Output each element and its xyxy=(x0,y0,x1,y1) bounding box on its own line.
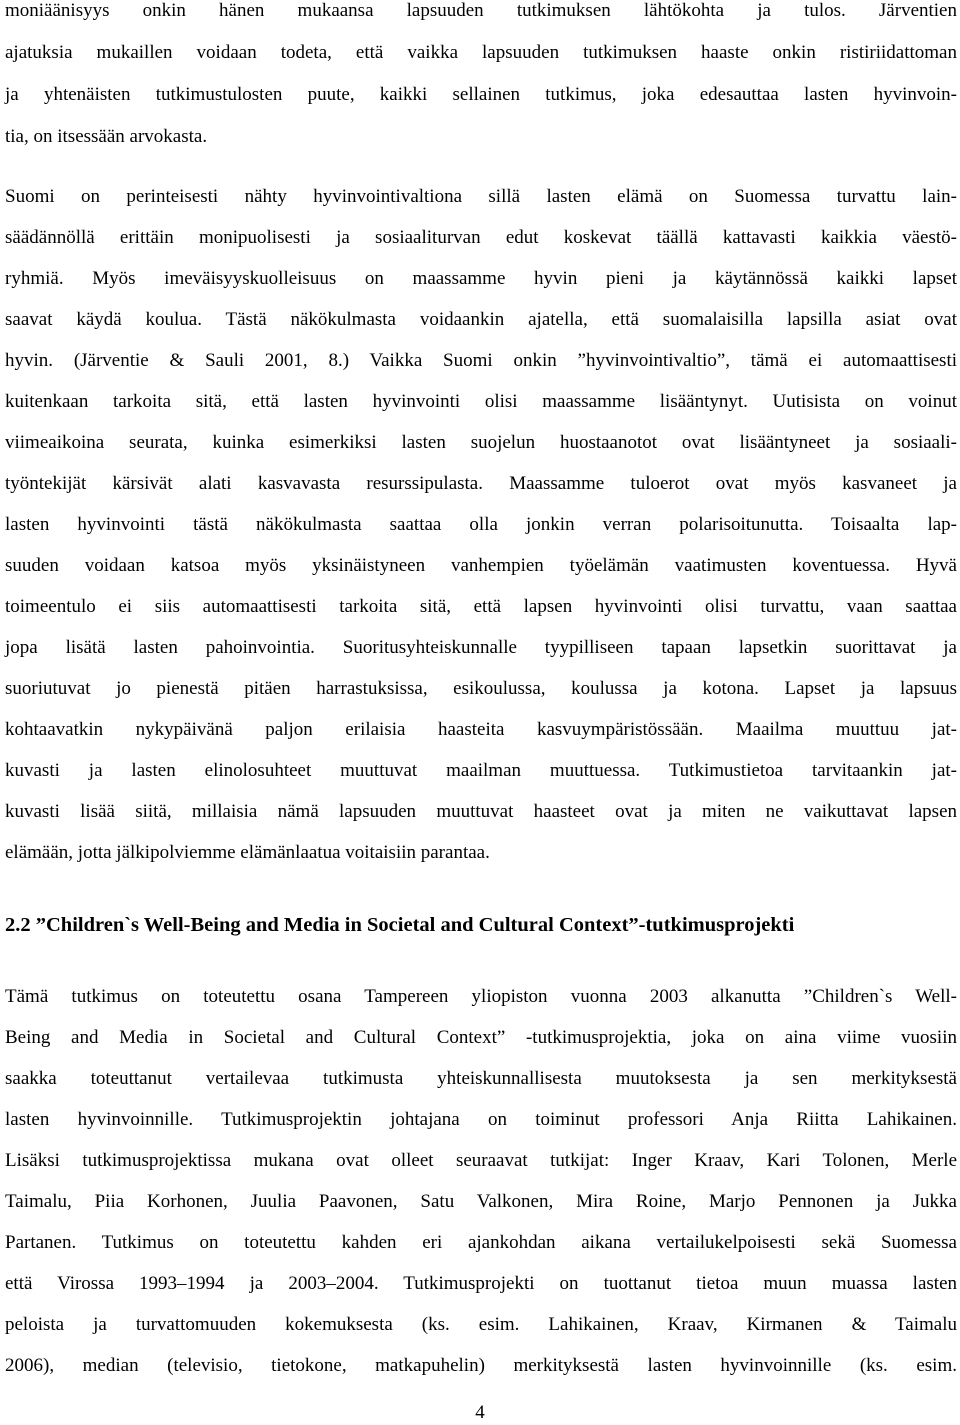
text-line: Lisäksi tutkimusprojektissa mukana ovat olleet seuraavat tutkijat: Inger Kraav, Kari Tolonen, Merle xyxy=(5,1150,957,1171)
text-line: Tämä tutkimus on toteutettu osana Tampereen yliopiston vuonna 2003 alkanutta ”Children`s Well- xyxy=(5,986,957,1007)
page-number: 4 xyxy=(475,1402,485,1423)
text-line: saakka toteuttanut vertailevaa tutkimusta yhteiskunnallisesta muutoksesta ja sen merkityksestä xyxy=(5,1068,957,1089)
text-line: että Virossa 1993–1994 ja 2003–2004. Tutkimusprojekti on tuottanut tietoa muun muassa lasten xyxy=(5,1273,957,1294)
text-line: lasten hyvinvointi tästä näkökulmasta saattaa olla jonkin verran polarisoitunutta. Toisaalta lap- xyxy=(5,514,957,535)
text-line: ajatuksia mukaillen voidaan todeta, että vaikka lapsuuden tutkimuksen haaste onkin ristiriidattoman xyxy=(5,42,957,63)
text-line: moniäänisyys onkin hänen mukaansa lapsuuden tutkimuksen lähtökohta ja tulos. Järventien xyxy=(5,0,957,21)
text-line: saavat käydä koulua. Tästä näkökulmasta voidaankin ajatella, että suomalaisilla lapsilla asiat ovat xyxy=(5,309,957,330)
text-line: toimeentulo ei siis automaattisesti tarkoita sitä, että lapsen hyvinvointi olisi turvattu, vaan saattaa xyxy=(5,596,957,617)
text-line: 2006), median (televisio, tietokone, matkapuhelin) merkityksestä lasten hyvinvoinnille (ks. esim. xyxy=(5,1355,957,1376)
text-line: peloista ja turvattomuuden kokemuksesta (ks. esim. Lahikainen, Kraav, Kirmanen & Taimalu xyxy=(5,1314,957,1335)
text-line: ja yhtenäisten tutkimustulosten puute, kaikki sellainen tutkimus, joka edesauttaa lasten hyvinvoin- xyxy=(5,84,957,105)
text-line: hyvin. (Järventie & Sauli 2001, 8.) Vaikka Suomi onkin ”hyvinvointivaltio”, tämä ei automaattisesti xyxy=(5,350,957,371)
text-line: kuitenkaan tarkoita sitä, että lasten hyvinvointi olisi maassamme lisääntynyt. Uutisista on voinut xyxy=(5,391,957,412)
text-line: elämään, jotta jälkipolviemme elämänlaatua voitaisiin parantaa. xyxy=(5,842,490,863)
text-line: jopa lisätä lasten pahoinvointia. Suoritusyhteiskunnalle tyypilliseen tapaan lapsetkin suorittavat ja xyxy=(5,637,957,658)
text-line: suuden voidaan katsoa myös yksinäistyneen vanhempien työelämän vaatimusten koventuessa. Hyvä xyxy=(5,555,957,576)
text-line: viimeaikoina seurata, kuinka esimerkiksi lasten suojelun huostaanotot ovat lisääntyneet ja sosiaali- xyxy=(5,432,957,453)
text-line: Taimalu, Piia Korhonen, Juulia Paavonen, Satu Valkonen, Mira Roine, Marjo Pennonen ja Jukka xyxy=(5,1191,957,1212)
text-line: Partanen. Tutkimus on toteutettu kahden eri ajankohdan aikana vertailukelpoisesti sekä Suomessa xyxy=(5,1232,957,1253)
text-line: työntekijät kärsivät alati kasvavasta resurssipulasta. Maassamme tuloerot ovat myös kasvaneet ja xyxy=(5,473,957,494)
text-line: kuvasti ja lasten elinolosuhteet muuttuvat maailman muuttuessa. Tutkimustietoa tarvitaankin jat- xyxy=(5,760,957,781)
text-line: suoriutuvat jo pienestä pitäen harrastuksissa, esikoulussa, koulussa ja kotona. Lapset ja lapsuus xyxy=(5,678,957,699)
text-line: lasten hyvinvoinnille. Tutkimusprojektin johtajana on toiminut professori Anja Riitta Lahikainen. xyxy=(5,1109,957,1130)
text-line: ryhmiä. Myös imeväisyyskuolleisuus on maassamme hyvin pieni ja käytännössä kaikki lapset xyxy=(5,268,957,289)
text-line: säädännöllä erittäin monipuolisesti ja sosiaaliturvan edut koskevat täällä kattavasti kaikkia väestö- xyxy=(5,227,957,248)
text-line: kohtaavatkin nykypäivänä paljon erilaisia haasteita kasvuympäristössään. Maailma muuttuu jat- xyxy=(5,719,957,740)
section-heading: 2.2 ”Children`s Well-Being and Media in Societal and Cultural Context”-tutkimusprojekti xyxy=(5,914,795,936)
text-line: tia, on itsessään arvokasta. xyxy=(5,126,208,147)
text-line: Suomi on perinteisesti nähty hyvinvointivaltiona sillä lasten elämä on Suomessa turvattu lain- xyxy=(5,186,957,207)
text-line: Being and Media in Societal and Cultural Context” -tutkimusprojektia, joka on aina viime vuosiin xyxy=(5,1027,957,1048)
text-line: kuvasti lisää siitä, millaisia nämä lapsuuden muuttuvat haasteet ovat ja miten ne vaikuttavat lapsen xyxy=(5,801,957,822)
